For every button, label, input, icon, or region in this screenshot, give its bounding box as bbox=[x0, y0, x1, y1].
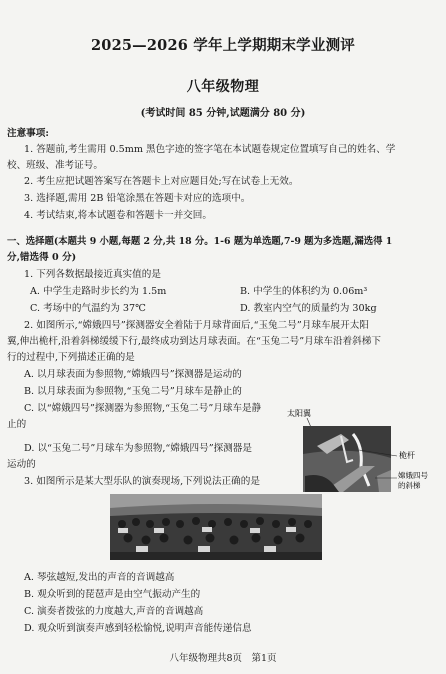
q2-option-a: A. 以月球表面为参照物,“嫦娥四号”探测器是运动的 bbox=[24, 369, 242, 380]
note-line: 4. 考试结束,将本试题卷和答题卡一并交回。 bbox=[24, 210, 212, 221]
ramp-label-line1: 嫦娥四号 bbox=[398, 471, 428, 480]
section-heading: 一、选择题(本题共 9 小题,每题 2 分,共 18 分。1-6 题为单选题,7-9 题为多选题,漏选得 1 bbox=[7, 236, 393, 247]
q1-option-b: B. 中学生的体积约为 0.06m³ bbox=[240, 286, 368, 297]
notes-heading: 注意事项: bbox=[7, 128, 49, 139]
section-heading-cont: 分,错选得 0 分) bbox=[7, 252, 77, 263]
q1-option-a: A. 中学生走路时步长约为 1.5m bbox=[30, 286, 167, 297]
q2-stem: 翼,伸出桅杆,沿着斜梯缓缓下行,最终成功到达月球表面。在“玉兔二号”月球车沿着斜梯下 bbox=[7, 336, 381, 347]
exam-info: (考试时间 85 分钟,试题满分 80 分) bbox=[140, 108, 306, 119]
q2-option-d-cont: 运动的 bbox=[7, 459, 36, 470]
q1-option-d: D. 教室内空气的质量约为 30kg bbox=[240, 303, 377, 314]
q2-option-b: B. 以月球表面为参照物,“玉兔二号”月球车是静止的 bbox=[24, 386, 242, 397]
note-line: 2. 考生应把试题答案写在答题卡上对应题目处;写在试卷上无效。 bbox=[24, 176, 299, 187]
lunar-rover-figure bbox=[283, 406, 437, 498]
q2-option-d: D. 以“玉兔二号”月球车为参照物,“嫦娥四号”探测器是 bbox=[24, 443, 252, 454]
note-line: 3. 选择题,需用 2B 铅笔涂黑在答题卡对应的选项中。 bbox=[24, 193, 251, 204]
solar-wing-label: 太阳翼 bbox=[287, 409, 311, 418]
exam-subject: 八年级物理 bbox=[186, 79, 260, 95]
exam-title: 2025—2026 学年上学期期末学业测评 bbox=[91, 37, 355, 54]
q2-stem: 2. 如图所示,“嫦娥四号”探测器安全着陆于月球背面后,“玉兔二号”月球车展开太阳 bbox=[24, 320, 369, 331]
q1-option-c: C. 考场中的气温约为 37℃ bbox=[30, 303, 146, 314]
q3-stem: 3. 如图所示是某大型乐队的演奏现场,下列说法正确的是 bbox=[24, 476, 260, 487]
q3-option-a: A. 琴弦越短,发出的声音的音调越高 bbox=[24, 572, 175, 583]
q3-option-c: C. 演奏者拨弦的力度越大,声音的音调越高 bbox=[24, 606, 204, 617]
q2-stem: 行的过程中,下列描述正确的是 bbox=[7, 352, 135, 363]
q2-option-c: C. 以“嫦娥四号”探测器为参照物,“玉兔二号”月球车是静 bbox=[24, 403, 262, 414]
q2-option-c-cont: 止的 bbox=[7, 419, 27, 430]
q1-stem: 1. 下列各数据最接近真实值的是 bbox=[24, 269, 161, 280]
mast-label: 桅杆 bbox=[399, 451, 415, 460]
q3-option-b: B. 观众听到的琵琶声是由空气振动产生的 bbox=[24, 589, 201, 600]
orchestra-figure bbox=[110, 494, 322, 560]
note-line: 校、班级、准考证号。 bbox=[7, 160, 103, 171]
q3-option-d: D. 观众听到演奏声感到轻松愉悦,说明声音能传递信息 bbox=[24, 623, 252, 634]
ramp-label-line2: 的斜梯 bbox=[398, 481, 421, 490]
note-line: 1. 答题前,考生需用 0.5mm 黑色字迹的签字笔在本试题卷规定位置填写自己的姓名、学 bbox=[24, 144, 396, 155]
page-footer: 八年级物理共8页 第1页 bbox=[169, 653, 277, 664]
